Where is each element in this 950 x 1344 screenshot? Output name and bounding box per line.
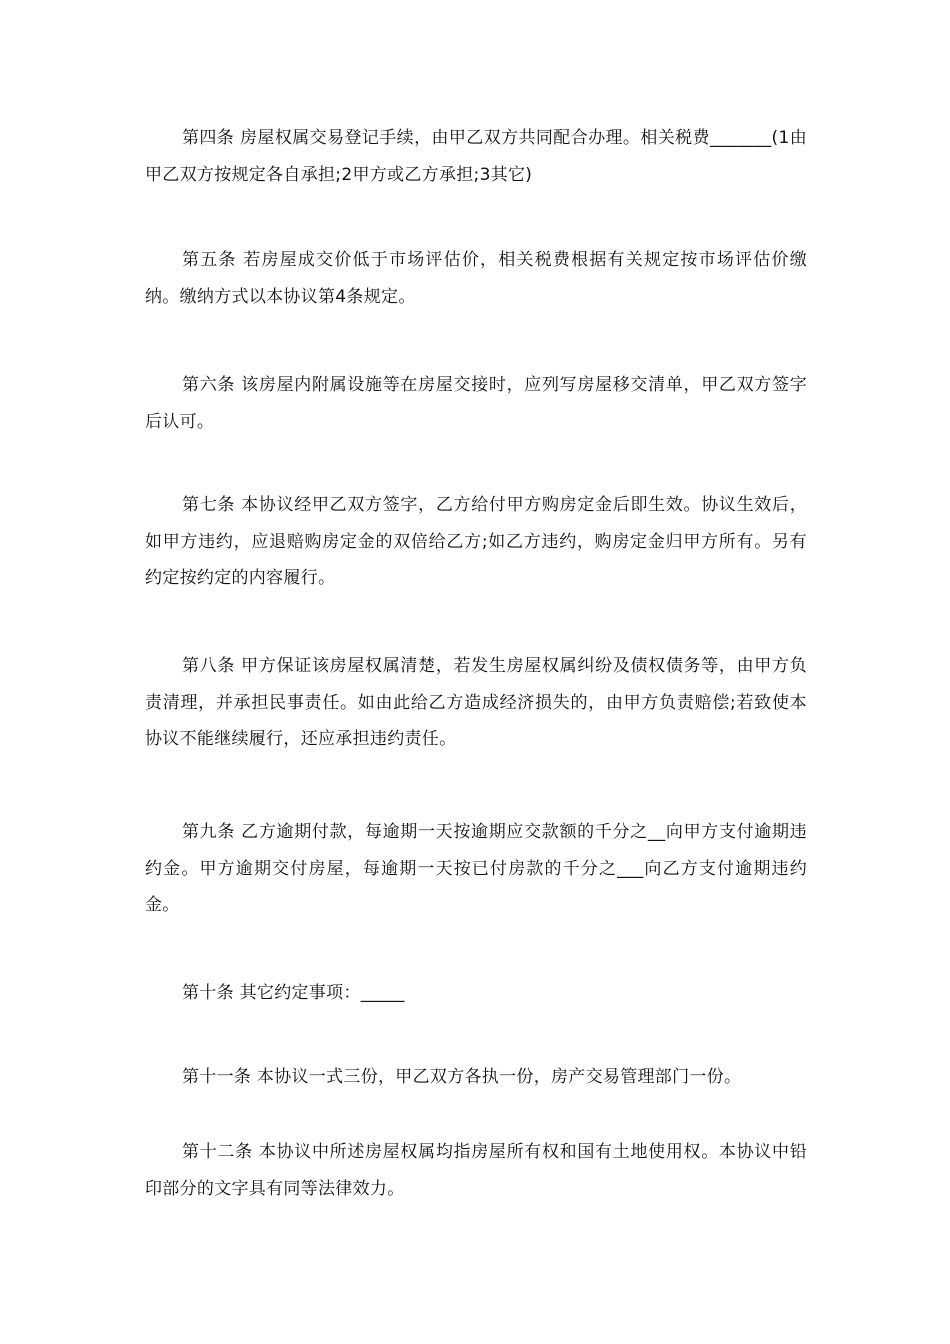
article-8-paragraph: 第八条 甲方保证该房屋权属清楚，若发生房屋权属纠纷及债权债务等，由甲方负责清理，并承担民事责任。如由此给乙方造成经济损失的，由甲方负责赔偿;若致使本协议不能继续履行，还应承担违约责任。 (145, 656, 807, 750)
article-6-paragraph: 第六条 该房屋内附属设施等在房屋交接时，应列写房屋移交清单，甲乙双方签字后认可。 (145, 375, 807, 432)
article-7-paragraph: 第七条 本协议经甲乙双方签字，乙方给付甲方购房定金后即生效。协议生效后，如甲方违约，应退赔购房定金的双倍给乙方;如乙方违约，购房定金归甲方所有。另有约定按约定的内容履行。 (145, 495, 807, 589)
article-12-paragraph: 第十二条 本协议中所述房屋权属均指房屋所有权和国有土地使用权。本协议中铅印部分的文字具有同等法律效力。 (145, 1142, 807, 1199)
article-5-paragraph: 第五条 若房屋成交价低于市场评估价，相关税费根据有关规定按市场评估价缴纳。缴纳方式以本协议第4条规定。 (145, 250, 807, 307)
article-9-paragraph: 第九条 乙方逾期付款，每逾期一天按逾期应交款额的千分之__向甲方支付逾期违约金。甲方逾期交付房屋，每逾期一天按已付房款的千分之___向乙方支付逾期违约金。 (145, 822, 807, 916)
article-10-paragraph: 第十条 其它约定事项：_____ (182, 983, 405, 1003)
article-11-paragraph: 第十一条 本协议一式三份，甲乙双方各执一份，房产交易管理部门一份。 (182, 1067, 742, 1087)
article-4-paragraph: 第四条 房屋权属交易登记手续，由甲乙双方共同配合办理。相关税费_______(1由甲乙双方按规定各自承担;2甲方或乙方承担;3其它) (145, 128, 807, 185)
